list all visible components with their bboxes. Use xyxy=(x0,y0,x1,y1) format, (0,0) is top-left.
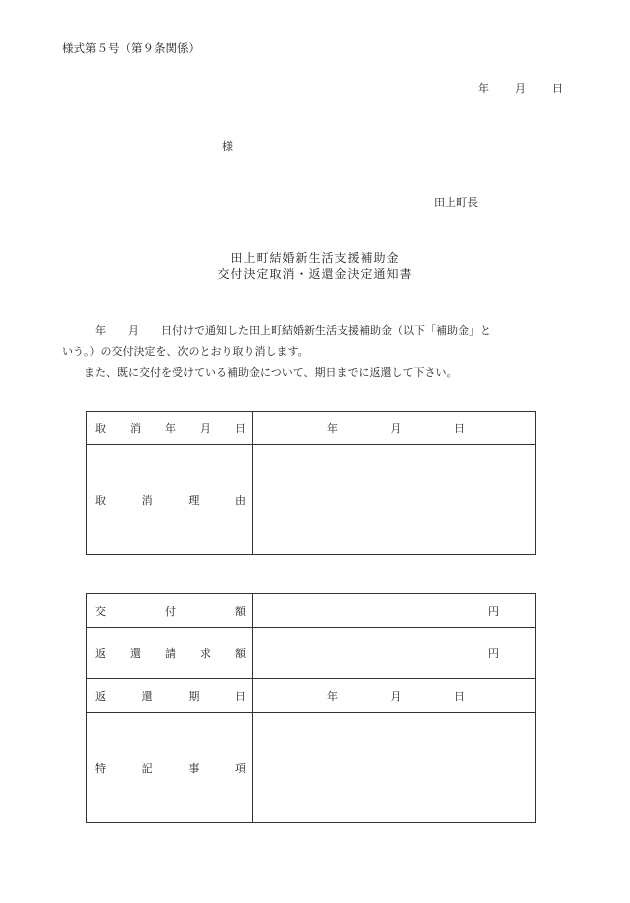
remarks-field[interactable] xyxy=(253,713,536,823)
cancel-date-field[interactable]: 年 月 日 xyxy=(253,412,536,445)
sender-name: 田上町長 xyxy=(434,196,478,209)
cancel-date-label: 取 消 年 月 日 xyxy=(87,412,253,445)
form-number: 様式第５号（第９条関係） xyxy=(62,41,200,55)
refund-amount-label: 返 還 請 求 額 xyxy=(87,628,253,679)
cancel-reason-label: 取 消 理 由 xyxy=(87,445,253,555)
document-title-line2: 交付決定取消・返還金決定通知書 xyxy=(217,267,413,281)
issue-date-day: 日 xyxy=(552,82,563,95)
granted-amount-label: 交 付 額 xyxy=(87,594,253,628)
refund-due-field[interactable]: 年 月 日 xyxy=(253,679,536,713)
refund-due-label: 返 還 期 日 xyxy=(87,679,253,713)
issue-date-year: 年 xyxy=(478,82,489,95)
refund-amount-field[interactable]: 円 xyxy=(253,628,536,679)
remarks-label: 特 記 事 項 xyxy=(87,713,253,823)
cancellation-table xyxy=(86,411,536,555)
document-title-line1: 田上町結婚新生活支援補助金 xyxy=(230,251,400,265)
body-para1-line2: いう。）の交付決定を、次のとおり取り消します。 xyxy=(62,345,309,358)
refund-table xyxy=(86,593,536,823)
body-para1-line1: 年 月 日付けで通知した田上町結婚新生活支援補助金（以下「補助金」と xyxy=(95,324,491,337)
body-para2: また、既に交付を受けている補助金について、期日までに返還して下さい。 xyxy=(84,366,458,379)
cancel-reason-field[interactable] xyxy=(253,445,536,555)
issue-date xyxy=(478,80,563,96)
addressee-suffix: 様 xyxy=(222,140,233,153)
issue-date-month: 月 xyxy=(515,82,526,95)
granted-amount-field[interactable]: 円 xyxy=(253,594,536,628)
body-text xyxy=(62,320,542,383)
